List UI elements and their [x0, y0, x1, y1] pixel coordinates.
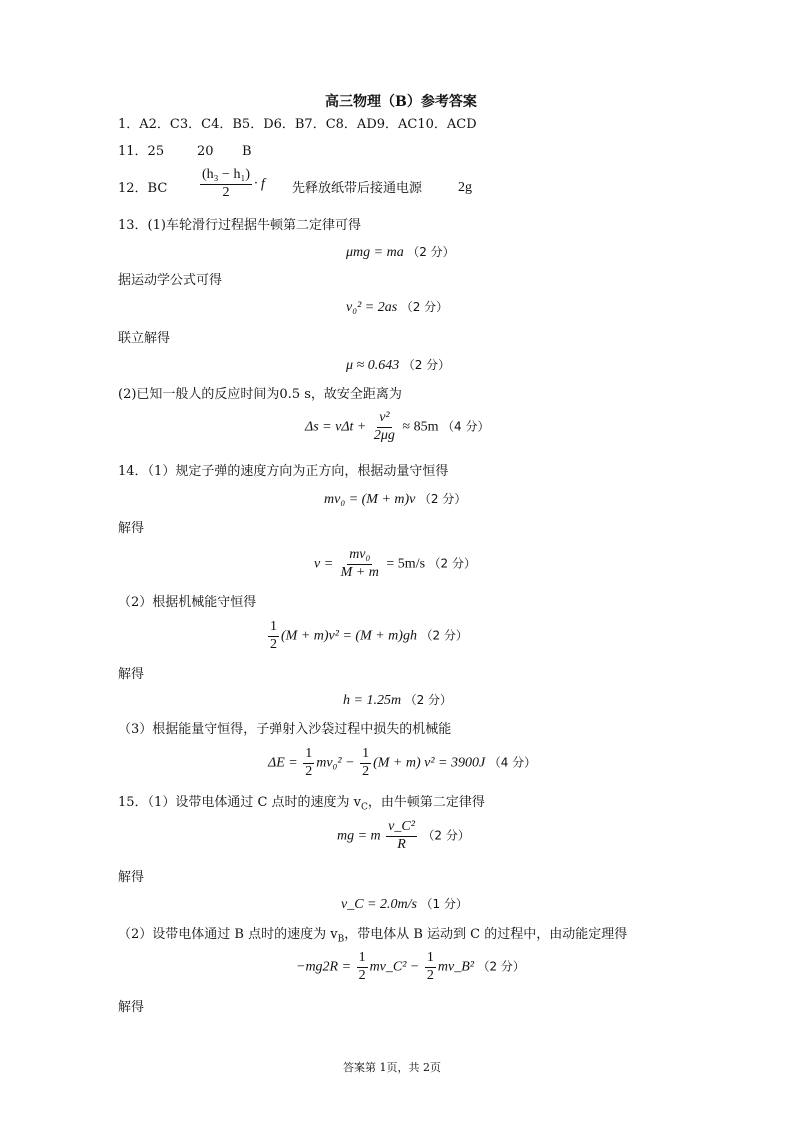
q14-eq3-num: 1 — [268, 620, 279, 637]
choice-answers: 1．A2．C3．C4．B5．D6．B7．C8．AD9．AC10．ACD — [118, 117, 477, 132]
q14-eq1-expr: mv₀ = (M + m)v — [324, 492, 416, 507]
q13-intro: 13．(1)车轮滑行过程据牛顿第二定律可得 — [118, 218, 361, 233]
q14-intro: 14．（1）规定子弹的速度方向为正方向，根据动量守恒得 — [118, 464, 449, 479]
q12-frac-num: (h₃ − h₁) — [200, 168, 252, 185]
q14-eq2-den: M + m — [340, 564, 379, 580]
q14-eq2 — [314, 548, 476, 580]
q12-frac-den: 2 — [222, 184, 230, 200]
q15-eq1-left: mg = m — [337, 828, 381, 844]
q15-eq2-points: （1 分） — [420, 897, 468, 911]
q12-frac-tail: · f — [253, 176, 265, 192]
q14-eq5-frac1-num: 1 — [303, 747, 314, 764]
q15-eq3-frac2-den: 2 — [426, 967, 434, 983]
q11-answer-3: B — [242, 144, 252, 159]
q13-eq4-left: Δs = vΔt + — [305, 419, 367, 435]
q14-eq5-points: （4 分） — [488, 755, 537, 770]
q15-eq3-points: （2 分） — [477, 959, 525, 974]
q13-eq3-expr: μ ≈ 0.643 — [346, 358, 400, 373]
q14-eq1-points: （2 分） — [418, 492, 467, 506]
q13-eq3-points: （2 分） — [402, 358, 451, 372]
q14-eq4-expr: h = 1.25m — [343, 693, 402, 708]
q14-eq3-den: 2 — [270, 636, 277, 652]
q15-intro-sub: C — [361, 802, 368, 813]
q13-eq2 — [346, 301, 448, 315]
q14-eq5-mid2: (M + m) v² = 3900J — [373, 755, 486, 771]
q15-part2 — [118, 927, 628, 945]
q12-last: 2g — [458, 180, 472, 195]
q15-eq3-frac2-num: 1 — [425, 951, 436, 968]
q11-answer-2: 20 — [197, 144, 214, 159]
q14-eq2-points: （2 分） — [428, 556, 476, 571]
q15-text2: 解得 — [118, 1000, 145, 1015]
q14-eq3-points: （2 分） — [420, 628, 468, 643]
q15-eq1-points: （2 分） — [422, 828, 470, 843]
q14-part2: （2）根据机械能守恒得 — [118, 595, 257, 610]
q15-eq3-left: −mg2R = — [296, 959, 352, 975]
q14-eq4-points: （2 分） — [404, 693, 453, 707]
q13-eq3 — [346, 359, 450, 373]
q13-text3: 联立解得 — [118, 331, 171, 346]
q15-part2-sub: B — [337, 934, 345, 945]
q14-eq5-left: ΔE = — [268, 755, 298, 771]
q13-eq4-points: （4 分） — [442, 419, 490, 434]
q15-eq1-num: v_C² — [386, 820, 417, 837]
q15-eq3-mid1: mv_C² − — [369, 959, 420, 975]
q14-eq5-frac2-den: 2 — [362, 763, 370, 779]
q15-part2-text: （2）设带电体通过 B 点时的速度为 v — [118, 927, 338, 942]
q14-text2: 解得 — [118, 667, 145, 682]
q12-formula — [198, 168, 265, 200]
q15-text1: 解得 — [118, 870, 145, 885]
q15-part2-tail: ，带电体从 B 运动到 C 的过程中，由动能定理得 — [344, 927, 628, 942]
q13-eq2-expr: v₀² = 2as — [346, 300, 398, 315]
q13-eq4-den: 2μg — [373, 427, 395, 443]
q15-eq3-frac1-den: 2 — [358, 967, 366, 983]
page-title: 高三物理（B）参考答案 — [325, 94, 477, 110]
q14-eq1 — [324, 493, 466, 507]
q13-part2: (2)已知一般人的反应时间为0.5 s，故安全距离为 — [118, 387, 402, 402]
q14-eq5-frac2-num: 1 — [360, 747, 371, 764]
q15-eq2 — [341, 898, 468, 912]
q14-eq5-frac1-den: 2 — [305, 763, 313, 779]
q14-eq4 — [343, 694, 452, 708]
q15-eq2-expr: v_C = 2.0m/s — [341, 897, 417, 912]
q13-eq1 — [346, 246, 455, 260]
q13-eq1-expr: μmg = ma — [346, 245, 404, 260]
q15-eq1-den: R — [397, 836, 406, 852]
q14-eq5-mid1: mv₀² − — [316, 755, 355, 771]
q15-eq3-mid2: mv_B² — [437, 959, 474, 975]
q13-text2: 据运动学公式可得 — [118, 273, 223, 288]
q13-eq4 — [305, 411, 489, 443]
page-footer: 答案第 1页，共 2页 — [343, 1061, 441, 1074]
q14-eq2-left: v = — [314, 556, 334, 572]
q12-number: 12．BC — [118, 181, 168, 196]
q13-eq1-points: （2 分） — [407, 245, 455, 259]
q12-text: 先释放纸带后接通电源 — [292, 181, 423, 196]
q13-eq4-right: ≈ 85m — [402, 419, 439, 435]
q15-intro — [118, 795, 485, 813]
q15-eq3-frac1-num: 1 — [357, 951, 368, 968]
q13-eq4-num: v² — [377, 411, 391, 428]
q14-eq2-right: = 5m/s — [386, 556, 426, 572]
q13-eq2-points: （2 分） — [400, 300, 449, 314]
q15-intro-tail: ，由牛顿第二定律得 — [367, 795, 485, 810]
q15-intro-text: 15．（1）设带电体通过 C 点时的速度为 v — [118, 795, 362, 810]
q11-number: 11．25 — [118, 144, 165, 159]
q15-eq1 — [337, 820, 470, 852]
q14-part3: （3）根据能量守恒得，子弹射入沙袋过程中损失的机械能 — [118, 722, 452, 737]
q15-eq3 — [296, 951, 525, 983]
q14-eq3-rest: (M + m)v² = (M + m)gh — [281, 628, 417, 644]
q14-eq3 — [266, 620, 468, 652]
q14-text1: 解得 — [118, 521, 145, 536]
q14-eq2-num: mv₀ — [347, 548, 372, 565]
q14-eq5 — [268, 747, 536, 779]
